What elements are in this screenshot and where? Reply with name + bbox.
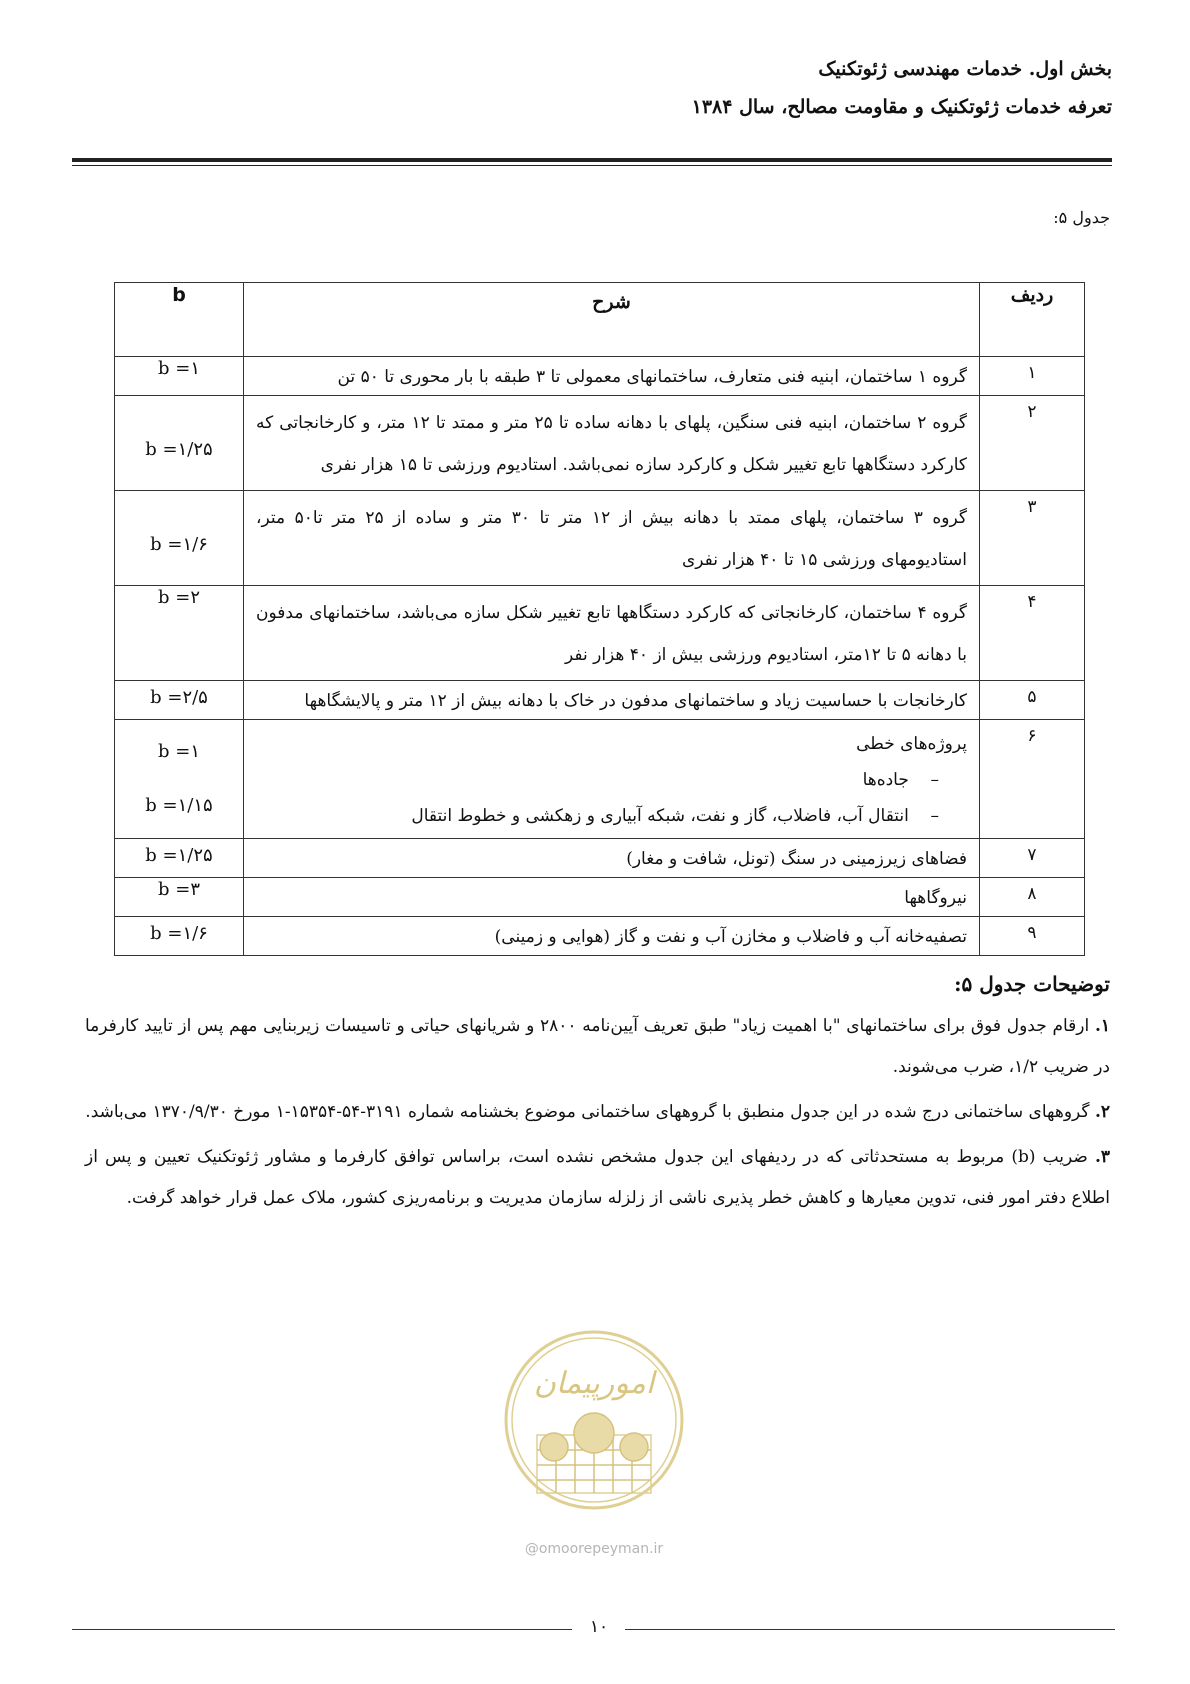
header-rule-thin bbox=[72, 165, 1112, 166]
note-item bbox=[85, 1006, 1110, 1088]
seal-icon bbox=[499, 1325, 689, 1565]
row-description: کارخانجات با حساسیت زیاد و ساختمانهای مدفون در خاک با دهانه بیش از ۱۲ متر و پالایشگاهها bbox=[244, 681, 980, 720]
list-item: – جاده‌ها bbox=[862, 770, 939, 790]
note-text: ضریب (b) مربوط به مستحدثاتی که در ردیفهای این جدول مشخص نشده است، براساس توافق کارفرما و مشاور ژئوتکنیک تعیین و پس از اطلاع دفتر امور فنی، تدوین معیارها و کاهش خطر پذیری ناشی از زلزله سازمان مدیریت و برنامه‌ریزی کشور، ملاک عمل قرار خواهد گرفت. bbox=[85, 1147, 1110, 1208]
table-row bbox=[115, 720, 1085, 839]
row-description: فضاهای زیرزمینی در سنگ (تونل، شافت و مغار) bbox=[244, 839, 980, 878]
row-b-value: b =۳ bbox=[115, 878, 244, 917]
list-item-transmission: انتقال آب، فاضلاب، گاز و نفت، شبکه آبیاری و زهکشی و خطوط انتقال bbox=[411, 806, 909, 826]
header-b: b bbox=[115, 283, 244, 357]
row-number: ۲ bbox=[980, 396, 1085, 491]
row-b-value: b =۱/۲۵ bbox=[115, 396, 244, 491]
footer-rule-right bbox=[625, 1629, 1115, 1630]
page-header bbox=[70, 58, 1112, 118]
row-b-value: b =۲/۵ bbox=[115, 681, 244, 720]
row-number: ۷ bbox=[980, 839, 1085, 878]
table-row bbox=[115, 878, 1085, 917]
list-item: – انتقال آب، فاضلاب، گاز و نفت، شبکه آبیاری و زهکشی و خطوط انتقال bbox=[411, 806, 939, 826]
table-row bbox=[115, 917, 1085, 956]
footer-rule-left bbox=[72, 1629, 572, 1630]
row-b-value: b =۱ bbox=[158, 740, 200, 762]
row-b-value: b =۱/۲۵ bbox=[115, 839, 244, 878]
note-text: گروههای ساختمانی درج شده در این جدول منطبق با گروههای ساختمانی موضوع بخشنامه شماره ۳۱۹۱-۵۴-۱۵۳۵۴-۱ مورخ ۱۳۷۰/۹/۳۰ می‌باشد. bbox=[85, 1102, 1090, 1122]
row-description: گروه ۲ ساختمان، ابنیه فنی سنگین، پلهای با دهانه ساده تا ۲۵ متر و ممتد تا ۱۲ متر، و کارخانجاتی که کارکرد دستگاهها تابع تغییر شکل و کارکرد سازه نمی‌باشد. استادیوم ورزشی تا ۱۵ هزار نفری bbox=[244, 396, 980, 491]
row-b-value: b =۲ bbox=[115, 586, 244, 681]
note-item bbox=[85, 1137, 1110, 1219]
note-number: ۳. bbox=[1094, 1147, 1111, 1167]
table-notes bbox=[85, 972, 1110, 1223]
row-b-value: b =۱ bbox=[115, 357, 244, 396]
row-number: ۴ bbox=[980, 586, 1085, 681]
row-number: ۱ bbox=[980, 357, 1085, 396]
row-b-value: b =۱/۶ bbox=[115, 491, 244, 586]
coefficient-table bbox=[114, 282, 1085, 956]
section-title: بخش اول. خدمات مهندسی ژئوتکنیک bbox=[818, 58, 1112, 80]
row-description: تصفیه‌خانه آب و فاضلاب و مخازن آب و نفت و گاز (هوایی و زمینی) bbox=[244, 917, 980, 956]
notes-title: توضیحات جدول ۵: bbox=[954, 972, 1110, 996]
note-text: ارقام جدول فوق برای ساختمانهای "با اهمیت زیاد" طبق تعریف آیین‌نامه ۲۸۰۰ و شریانهای حیاتی و تاسیسات زیربنایی مهم پس از تایید کارفرما در ضریب ۱/۲، ضرب می‌شوند. bbox=[85, 1016, 1110, 1077]
row-description: گروه ۳ ساختمان، پلهای ممتد با دهانه بیش از ۱۲ متر تا ۳۰ متر و ساده از ۲۵ متر تا۵۰ متر، استادیومهای ورزشی ۱۵ تا ۴۰ هزار نفری bbox=[244, 491, 980, 586]
row-number: ۹ bbox=[980, 917, 1085, 956]
row-description: گروه ۱ ساختمان، ابنیه فنی متعارف، ساختمانهای معمولی تا ۳ طبقه با بار محوری تا ۵۰ تن bbox=[244, 357, 980, 396]
table-row bbox=[115, 586, 1085, 681]
row-b-value: b =۱/۶ bbox=[115, 917, 244, 956]
list-item-roads: جاده‌ها bbox=[862, 770, 909, 790]
document-title: تعرفه خدمات ژئوتکنیک و مقاومت مصالح، سال ۱۳۸۴ bbox=[691, 96, 1112, 118]
note-item bbox=[85, 1092, 1110, 1133]
watermark-logo-text: امورپیمان bbox=[533, 1366, 655, 1401]
table-row bbox=[115, 396, 1085, 491]
row-number: ۶ bbox=[980, 720, 1085, 839]
row-number: ۸ bbox=[980, 878, 1085, 917]
row-number: ۵ bbox=[980, 681, 1085, 720]
header-row-number: ردیف bbox=[980, 283, 1085, 357]
watermark-url: @omoorepeyman.ir bbox=[524, 1541, 664, 1557]
table-row bbox=[115, 357, 1085, 396]
watermark-logo bbox=[499, 1325, 689, 1565]
table-caption: جدول ۵: bbox=[1053, 208, 1110, 227]
table-row bbox=[115, 839, 1085, 878]
page-number: ۱۰ bbox=[589, 1617, 609, 1637]
header-description: شرح bbox=[244, 283, 980, 357]
table-row bbox=[115, 681, 1085, 720]
table-header-row bbox=[115, 283, 1085, 357]
row-description: گروه ۴ ساختمان، کارخانجاتی که کارکرد دستگاهها تابع تغییر شکل سازه می‌باشد، ساختمانهای مدفون با دهانه ۵ تا ۱۲متر، استادیوم ورزشی بیش از ۴۰ هزار نفر bbox=[244, 586, 980, 681]
linear-projects-label: پروژه‌های خطی bbox=[856, 734, 967, 754]
row-description bbox=[244, 720, 980, 839]
row-b-values bbox=[115, 720, 244, 839]
note-number: ۲. bbox=[1094, 1102, 1110, 1122]
note-number: ۱. bbox=[1094, 1016, 1110, 1036]
row-b-value: b =۱/۱۵ bbox=[145, 794, 213, 816]
row-description: نیروگاهها bbox=[244, 878, 980, 917]
row-number: ۳ bbox=[980, 491, 1085, 586]
header-rule-thick bbox=[72, 158, 1112, 162]
table-row bbox=[115, 491, 1085, 586]
